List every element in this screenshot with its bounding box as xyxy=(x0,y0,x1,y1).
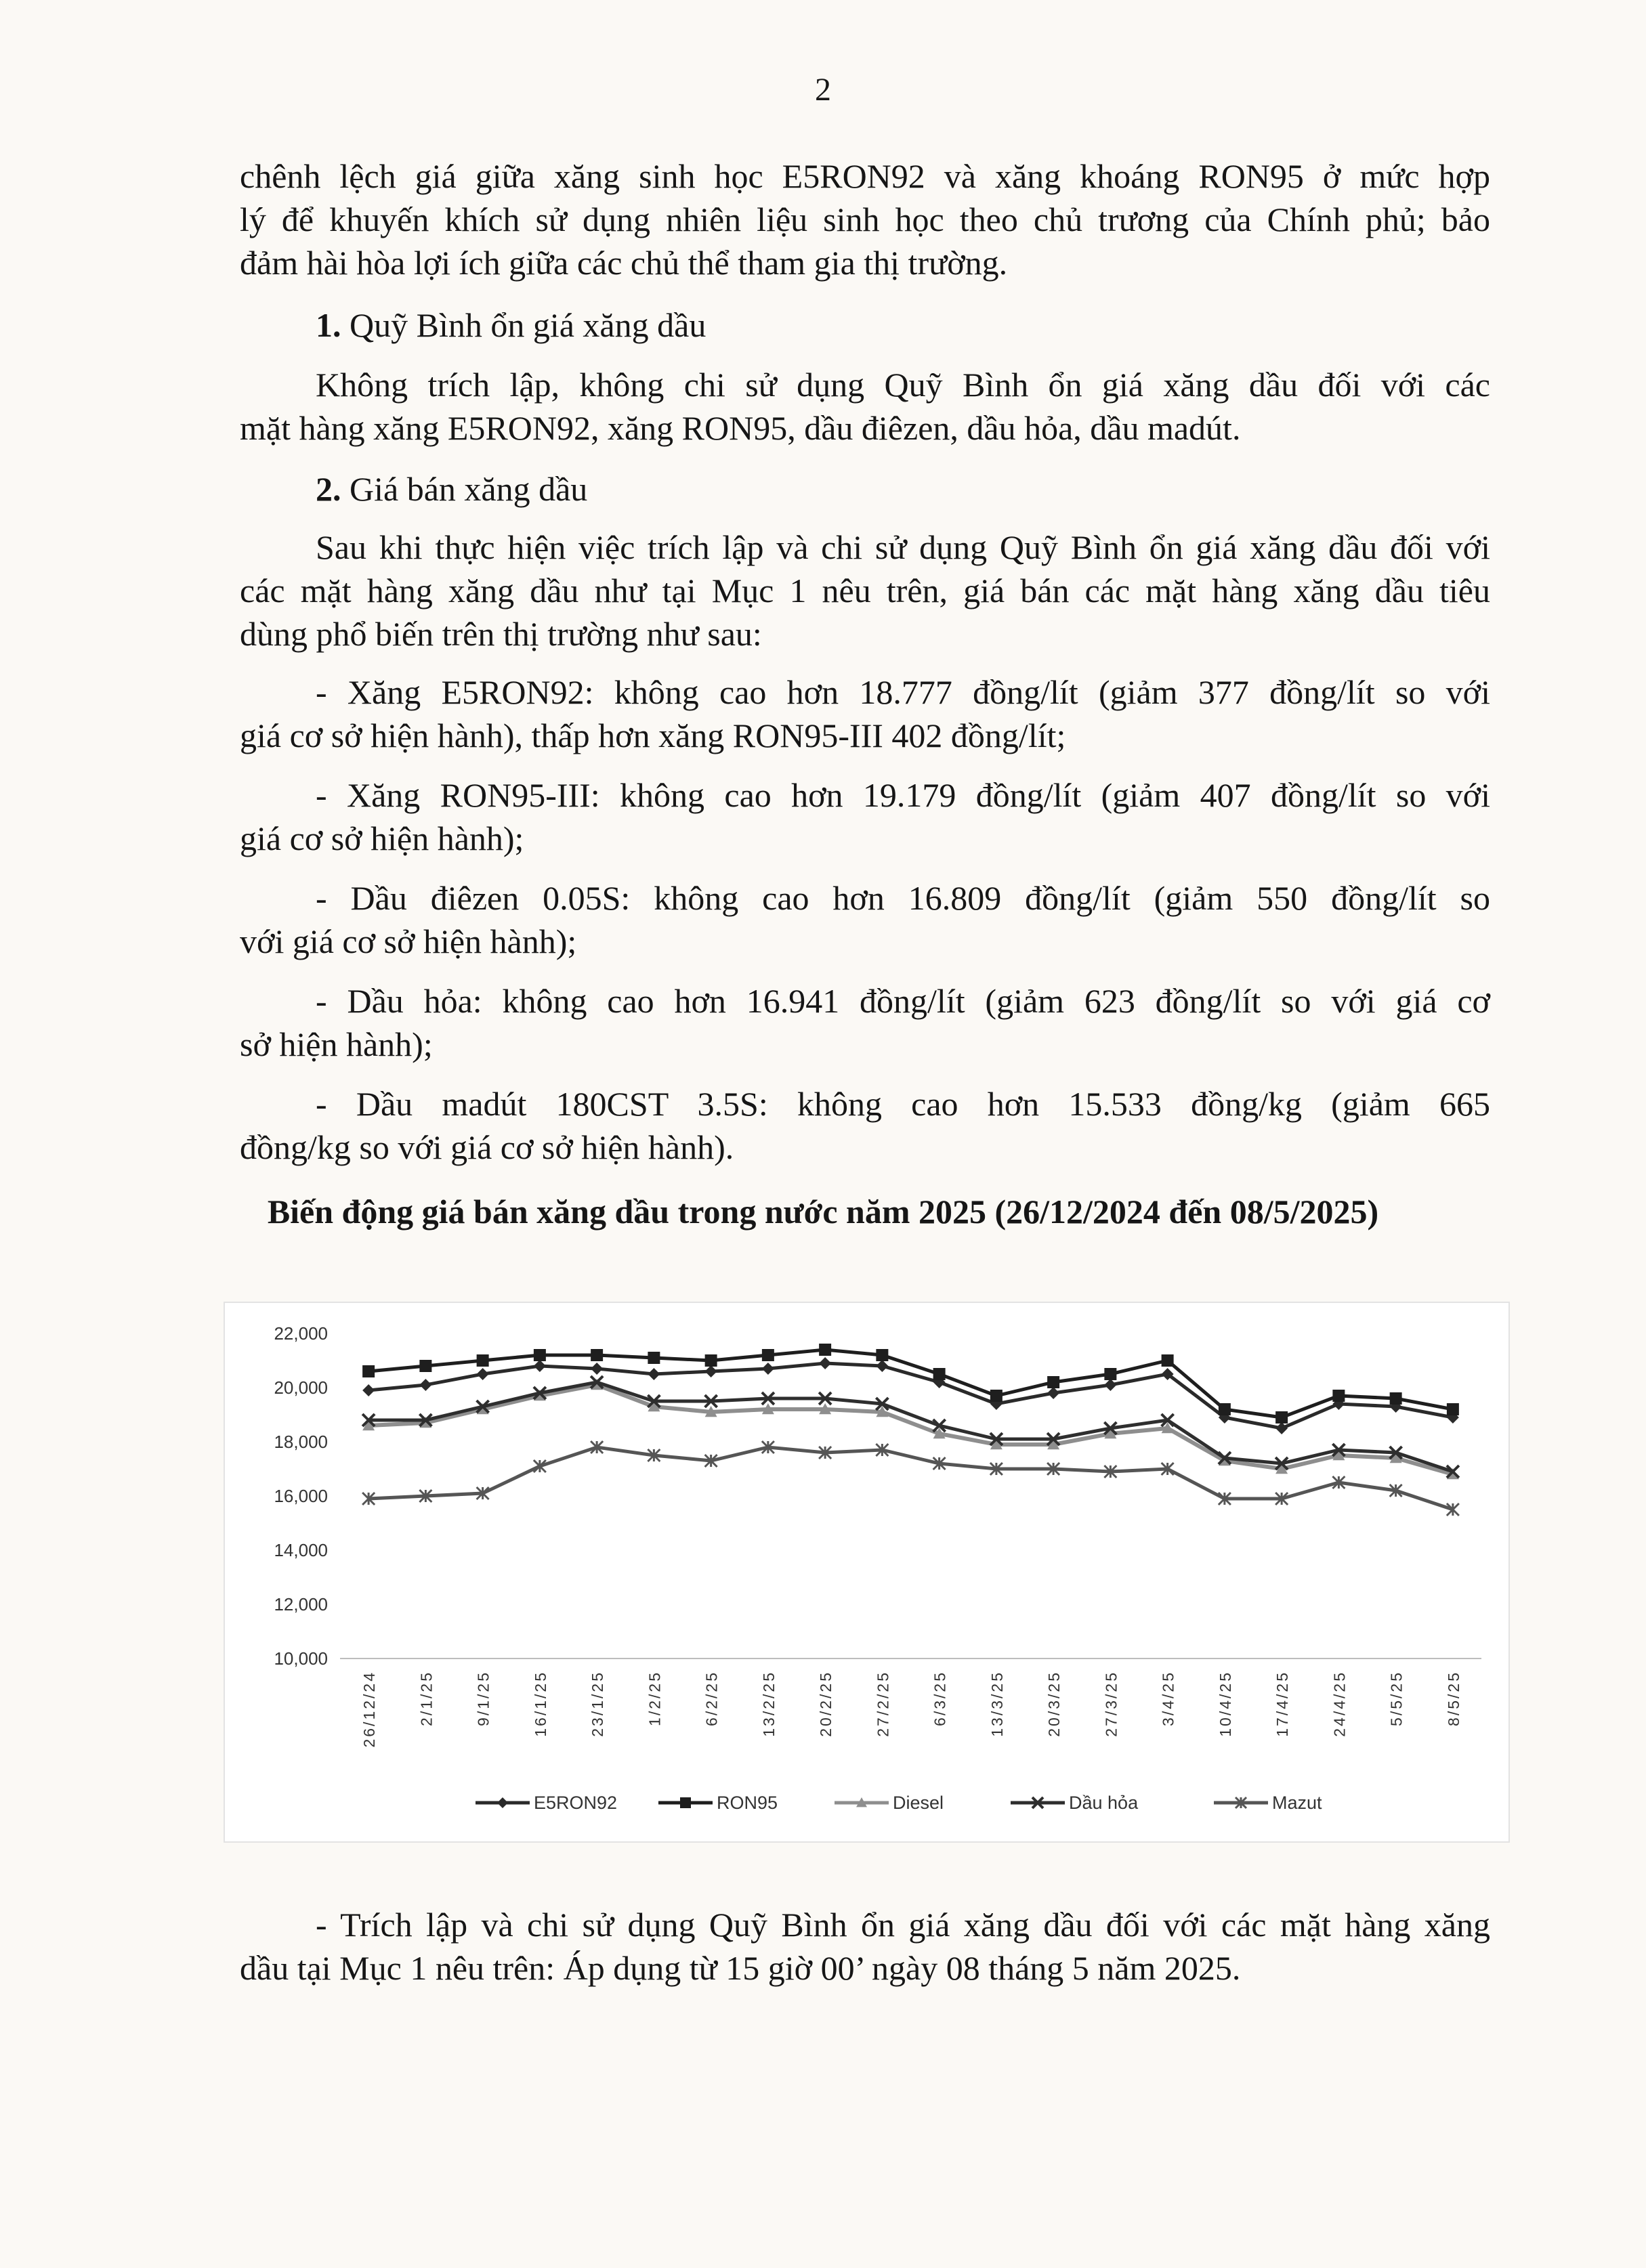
legend-label: Diesel xyxy=(893,1793,944,1813)
series-line xyxy=(368,1447,1453,1510)
data-point xyxy=(819,1357,831,1369)
fund-paragraph xyxy=(240,363,1490,450)
data-point xyxy=(362,1365,375,1377)
data-point xyxy=(1047,1376,1059,1388)
data-point xyxy=(762,1363,774,1375)
data-point xyxy=(1275,1422,1288,1434)
data-point xyxy=(1162,1354,1174,1367)
data-point xyxy=(705,1354,717,1367)
text-line: - Dầu điêzen 0.05S: không cao hơn 16.809 đồng/lít (giảm 550 đồng/lít so xyxy=(316,879,1490,917)
text-line: các mặt hàng xăng dầu như tại Mục 1 nêu trên, giá bán các mặt hàng xăng dầu tiêu xyxy=(240,572,1490,609)
x-tick-label: 24/4/25 xyxy=(1330,1671,1349,1737)
text-line: đảm hài hòa lợi ích giữa các chủ thể tham gia thị trường. xyxy=(240,244,1008,282)
price-item xyxy=(240,979,1490,1066)
legend-label: RON95 xyxy=(717,1793,778,1813)
data-point xyxy=(419,1360,431,1372)
x-tick-label: 16/1/25 xyxy=(531,1671,549,1737)
x-tick-label: 26/12/24 xyxy=(360,1671,379,1748)
heading-text: Giá bán xăng dầu xyxy=(341,470,588,508)
price-item xyxy=(240,773,1490,860)
data-point xyxy=(1104,1379,1116,1391)
price-item xyxy=(240,670,1490,757)
section-heading-1 xyxy=(240,303,1490,347)
x-tick-label: 27/3/25 xyxy=(1102,1671,1120,1737)
data-point xyxy=(591,1349,603,1361)
text-line: giá cơ sở hiện hành); xyxy=(240,819,524,857)
data-point xyxy=(1332,1390,1345,1402)
text-line: - Xăng E5RON92: không cao hơn 18.777 đồng/lít (giảm 377 đồng/lít so với xyxy=(316,673,1490,711)
price-intro-paragraph xyxy=(240,526,1490,656)
page-number: 2 xyxy=(815,72,831,108)
x-tick-label: 23/1/25 xyxy=(589,1671,607,1737)
text-line: - Dầu madút 180CST 3.5S: không cao hơn 15.533 đồng/kg (giảm 665 xyxy=(316,1085,1490,1123)
chart-title: Biến động giá bán xăng dầu trong nước năm 2025 (26/12/2024 đến 08/5/2025) xyxy=(267,1193,1379,1231)
data-point xyxy=(876,1349,888,1361)
x-tick-label: 6/2/25 xyxy=(702,1671,721,1726)
data-point xyxy=(477,1368,489,1380)
data-point xyxy=(648,1352,660,1364)
text-line: giá cơ sở hiện hành), thấp hơn xăng RON95-III 402 đồng/lít; xyxy=(240,716,1066,754)
text-line: sở hiện hành); xyxy=(240,1025,433,1063)
data-point xyxy=(1104,1368,1116,1380)
x-tick-label: 8/5/25 xyxy=(1444,1671,1462,1726)
text-line: mặt hàng xăng E5RON92, xăng RON95, dầu điêzen, dầu hỏa, dầu madút. xyxy=(240,409,1241,447)
data-point xyxy=(1219,1403,1231,1415)
data-point xyxy=(705,1365,717,1377)
text-line: dùng phổ biến trên thị trường như sau: xyxy=(240,615,762,653)
x-tick-label: 1/2/25 xyxy=(646,1671,664,1726)
data-point xyxy=(933,1368,946,1380)
text-line: - Dầu hỏa: không cao hơn 16.941 đồng/lít (giảm 623 đồng/lít so với giá cơ xyxy=(316,982,1490,1020)
text-line: chênh lệch giá giữa xăng sinh học E5RON92 và xăng khoáng RON95 ở mức hợp xyxy=(240,157,1490,195)
x-tick-label: 17/4/25 xyxy=(1273,1671,1292,1737)
data-point xyxy=(819,1344,831,1356)
y-tick-label: 10,000 xyxy=(274,1648,328,1669)
x-tick-label: 5/5/25 xyxy=(1387,1671,1406,1726)
chart-svg xyxy=(225,1303,1508,1841)
x-tick-label: 27/2/25 xyxy=(874,1671,892,1737)
data-point xyxy=(362,1384,375,1396)
data-point xyxy=(1275,1411,1288,1424)
text-line: lý để khuyến khích sử dụng nhiên liệu sinh học theo chủ trương của Chính phủ; bảo xyxy=(240,200,1490,238)
price-item xyxy=(240,876,1490,963)
legend-label: Dầu hỏa xyxy=(1069,1793,1139,1813)
y-tick-label: 16,000 xyxy=(274,1486,328,1506)
y-tick-label: 12,000 xyxy=(274,1594,328,1614)
x-tick-label: 10/4/25 xyxy=(1216,1671,1234,1737)
text-line: - Xăng RON95-III: không cao hơn 19.179 đồng/lít (giảm 407 đồng/lít so với xyxy=(316,776,1490,814)
data-point xyxy=(876,1360,888,1372)
x-tick-label: 13/3/25 xyxy=(988,1671,1006,1737)
price-item xyxy=(240,1082,1490,1169)
data-point xyxy=(1390,1392,1402,1405)
data-point xyxy=(419,1379,431,1391)
data-point xyxy=(648,1368,660,1380)
x-tick-label: 2/1/25 xyxy=(417,1671,436,1726)
x-tick-label: 20/2/25 xyxy=(817,1671,835,1737)
heading-number: 2. xyxy=(316,470,341,508)
y-tick-label: 18,000 xyxy=(274,1432,328,1452)
x-tick-label: 13/2/25 xyxy=(759,1671,778,1737)
data-point xyxy=(591,1363,603,1375)
legend-marker xyxy=(680,1797,691,1808)
intro-paragraph xyxy=(240,154,1490,284)
heading-number: 1. xyxy=(316,306,341,344)
x-tick-label: 3/4/25 xyxy=(1159,1671,1177,1726)
text-line: - Trích lập và chi sử dụng Quỹ Bình ổn giá xăng dầu đối với các mặt hàng xăng xyxy=(316,1906,1490,1944)
series-line xyxy=(368,1350,1453,1417)
data-point xyxy=(534,1349,546,1361)
text-line: Không trích lập, không chi sử dụng Quỹ Bình ổn giá xăng dầu đối với các xyxy=(316,366,1490,404)
text-line: dầu tại Mục 1 nêu trên: Áp dụng từ 15 giờ 00’ ngày 08 tháng 5 năm 2025. xyxy=(240,1949,1241,1987)
price-chart xyxy=(224,1302,1510,1843)
data-point xyxy=(990,1390,1003,1402)
y-tick-label: 14,000 xyxy=(274,1540,328,1560)
x-tick-label: 9/1/25 xyxy=(474,1671,492,1726)
legend-label: E5RON92 xyxy=(534,1793,618,1813)
data-point xyxy=(534,1360,546,1372)
section-heading-2 xyxy=(240,467,1490,511)
x-tick-label: 6/3/25 xyxy=(931,1671,949,1726)
text-line: đồng/kg so với giá cơ sở hiện hành). xyxy=(240,1128,734,1166)
data-point xyxy=(1447,1403,1459,1415)
data-point xyxy=(1047,1387,1059,1399)
y-tick-label: 22,000 xyxy=(274,1323,328,1344)
effective-date-paragraph xyxy=(240,1903,1490,1990)
data-point xyxy=(762,1349,774,1361)
legend-marker xyxy=(497,1797,508,1808)
x-tick-label: 20/3/25 xyxy=(1045,1671,1063,1737)
legend-label: Mazut xyxy=(1272,1793,1322,1813)
data-point xyxy=(477,1354,489,1367)
heading-text: Quỹ Bình ổn giá xăng dầu xyxy=(341,306,706,344)
y-tick-label: 20,000 xyxy=(274,1377,328,1398)
text-line: với giá cơ sở hiện hành); xyxy=(240,922,577,960)
text-line: Sau khi thực hiện việc trích lập và chi sử dụng Quỹ Bình ổn giá xăng dầu đối với xyxy=(316,528,1490,566)
